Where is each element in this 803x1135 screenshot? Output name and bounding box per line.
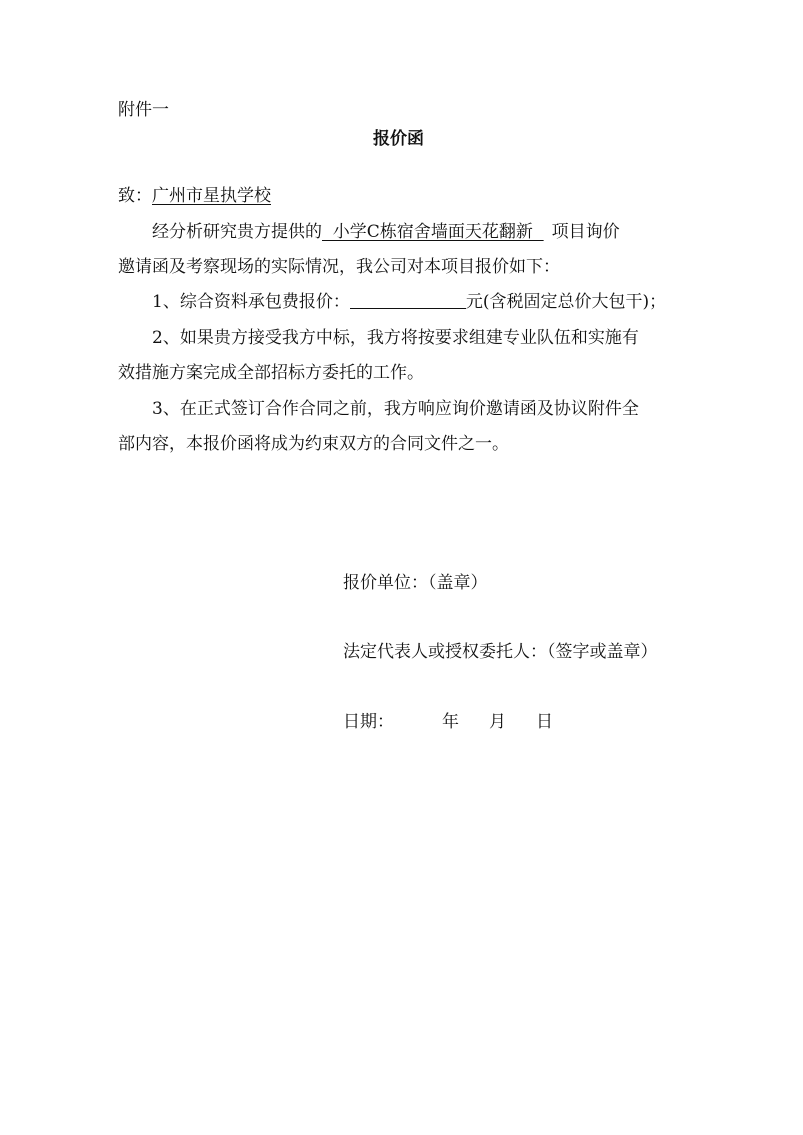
recipient-line bbox=[118, 184, 271, 208]
intro-line-2: 邀请函及考察现场的实际情况，我公司对本项目报价如下： bbox=[118, 257, 560, 277]
recipient-name: 广州市星执学校 bbox=[152, 186, 271, 206]
project-name: 小学C栋宿舍墙面天花翻新 bbox=[322, 222, 544, 242]
item-1-suffix: 元(含税固定总价大包干)； bbox=[465, 292, 667, 312]
legal-representative: 法定代表人或授权委托人：（签字或盖章） bbox=[343, 642, 658, 662]
item-3-line-1: 3、在正式签订合作合同之前，我方响应询价邀请函及协议附件全 bbox=[152, 399, 639, 419]
intro-text-1: 经分析研究贵方提供的 bbox=[152, 222, 322, 242]
date-month: 月 bbox=[489, 712, 506, 732]
date-year: 年 bbox=[442, 712, 459, 732]
recipient-prefix: 致： bbox=[118, 186, 152, 206]
intro-line-1 bbox=[152, 220, 620, 244]
intro-text-2: 项目询价 bbox=[551, 222, 620, 242]
date-line bbox=[343, 710, 553, 734]
item-2-line-1: 2、如果贵方接受我方中标，我方将按要求组建专业队伍和实施有 bbox=[152, 328, 639, 348]
date-day: 日 bbox=[536, 712, 553, 732]
price-blank bbox=[350, 291, 466, 309]
quoting-unit: 报价单位：（盖章） bbox=[343, 573, 488, 593]
document-title: 报价函 bbox=[373, 129, 424, 149]
attachment-label: 附件一 bbox=[118, 100, 169, 120]
date-label: 日期： bbox=[343, 712, 394, 732]
item-3-line-2: 部内容，本报价函将成为约束双方的合同文件之一。 bbox=[118, 434, 509, 454]
item-1 bbox=[152, 290, 666, 314]
item-2-line-2: 效措施方案完成全部招标方委托的工作。 bbox=[118, 363, 424, 383]
item-1-label: 1、综合资料承包费报价： bbox=[152, 292, 350, 312]
